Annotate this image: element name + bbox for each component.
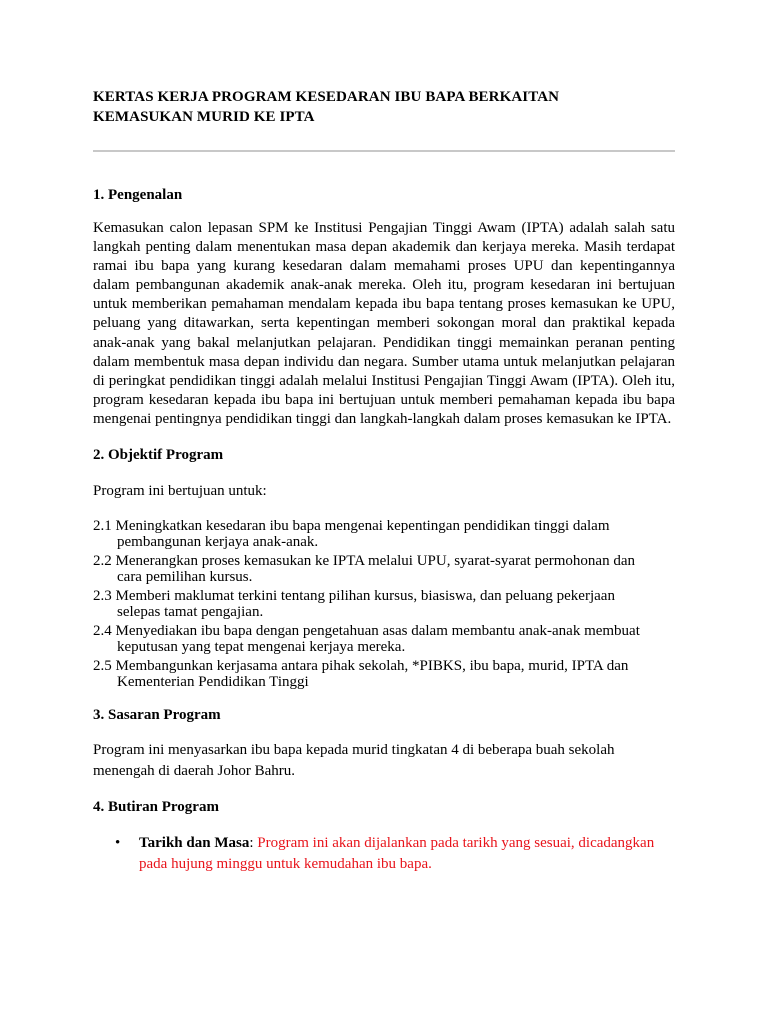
objektif-item-line1: 2.5 Membangunkan kerjasama antara pihak sekolah, *PIBKS, ibu bapa, murid, IPTA dan xyxy=(93,658,629,675)
objektif-item-line2: keputusan yang tepat mengenai kerjaya mereka. xyxy=(117,638,406,655)
objektif-item-line2: cara pemilihan kursus. xyxy=(117,568,253,585)
butiran-bullet-item xyxy=(93,833,675,875)
title-line-1: KERTAS KERJA PROGRAM KESEDARAN IBU BAPA BERKAITAN xyxy=(93,89,560,105)
section-heading-sasaran: 3. Sasaran Program xyxy=(93,707,221,724)
butiran-label: Tarikh dan Masa xyxy=(139,835,250,852)
pengenalan-paragraph: Kemasukan calon lepasan SPM ke Institusi Pengajian Tinggi Awam (IPTA) adalah salah satu langkah penting dalam menentukan masa depan akademik dan kerjaya mereka. Masih terdapat ramai ibu bapa yang kurang kesedaran dalam memahami proses UPU dan kepentingannya dalam pembangunan akademik anak-anak mereka. Oleh itu, program kesedaran ini bertujuan untuk memberikan pemahaman mendalam kepada ibu bapa tentang proses kemasukan ke UPU, peluang yang ditawarkan, serta kepentingan memberi sokongan moral dan praktikal kepada anak-anak yang bakal melanjutkan pelajaran. Pendidikan tinggi memainkan peranan penting dalam membentuk masa depan individu dan negara. Sumber utama untuk melanjutkan pelajaran di peringkat pendidikan tinggi adalah melalui Institusi Pengajian Tinggi Awam (IPTA). Oleh itu, program kesedaran kepada ibu bapa ini bertujuan untuk memberi pemahaman kepada ibu bapa mengenai pentingnya pendidikan tinggi dan langkah-langkah dalam proses kemasukan ke IPTA. xyxy=(93,220,675,427)
list-item xyxy=(93,589,675,620)
document-title xyxy=(93,87,675,127)
objektif-item-line2: Kementerian Pendidikan Tinggi xyxy=(117,673,309,690)
horizontal-rule xyxy=(93,150,675,152)
title-line-2: KEMASUKAN MURID KE IPTA xyxy=(93,109,315,125)
objektif-item-line1: 2.1 Meningkatkan kesedaran ibu bapa mengenai kepentingan pendidikan tinggi dalam xyxy=(93,518,610,535)
butiran-bullet-line1 xyxy=(139,833,675,854)
list-item xyxy=(93,554,675,585)
list-item xyxy=(93,624,675,655)
objektif-item-line2: selepas tamat pengajian. xyxy=(117,603,264,620)
objektif-list xyxy=(93,519,675,690)
sasaran-line-1: Program ini menyasarkan ibu bapa kepada murid tingkatan 4 di beberapa buah sekolah xyxy=(93,742,615,759)
objektif-item-line2: pembangunan kerjaya anak-anak. xyxy=(117,533,319,550)
document-page xyxy=(93,83,675,875)
objektif-intro: Program ini bertujuan untuk: xyxy=(93,483,267,500)
bullet-icon: • xyxy=(115,835,121,852)
objektif-item-line1: 2.2 Menerangkan proses kemasukan ke IPTA melalui UPU, syarat-syarat permohonan dan xyxy=(93,553,635,570)
butiran-text-line1: Program ini akan dijalankan pada tarikh yang sesuai, dicadangkan xyxy=(253,835,655,852)
butiran-text-line2: pada hujung minggu untuk kemudahan ibu bapa. xyxy=(139,856,432,873)
section-heading-pengenalan: 1. Pengenalan xyxy=(93,187,183,203)
objektif-item-line1: 2.3 Memberi maklumat terkini tentang pilihan kursus, biasiswa, dan peluang pekerjaan xyxy=(93,588,615,605)
sasaran-line-2: menengah di daerah Johor Bahru. xyxy=(93,763,296,780)
section-heading-butiran: 4. Butiran Program xyxy=(93,799,219,816)
section-heading-objektif: 2. Objektif Program xyxy=(93,447,224,464)
list-item xyxy=(93,659,675,690)
butiran-separator: : xyxy=(249,835,254,852)
sasaran-paragraph xyxy=(93,740,675,782)
list-item xyxy=(93,519,675,550)
objektif-item-line1: 2.4 Menyediakan ibu bapa dengan pengetahuan asas dalam membantu anak-anak membuat xyxy=(93,623,640,640)
